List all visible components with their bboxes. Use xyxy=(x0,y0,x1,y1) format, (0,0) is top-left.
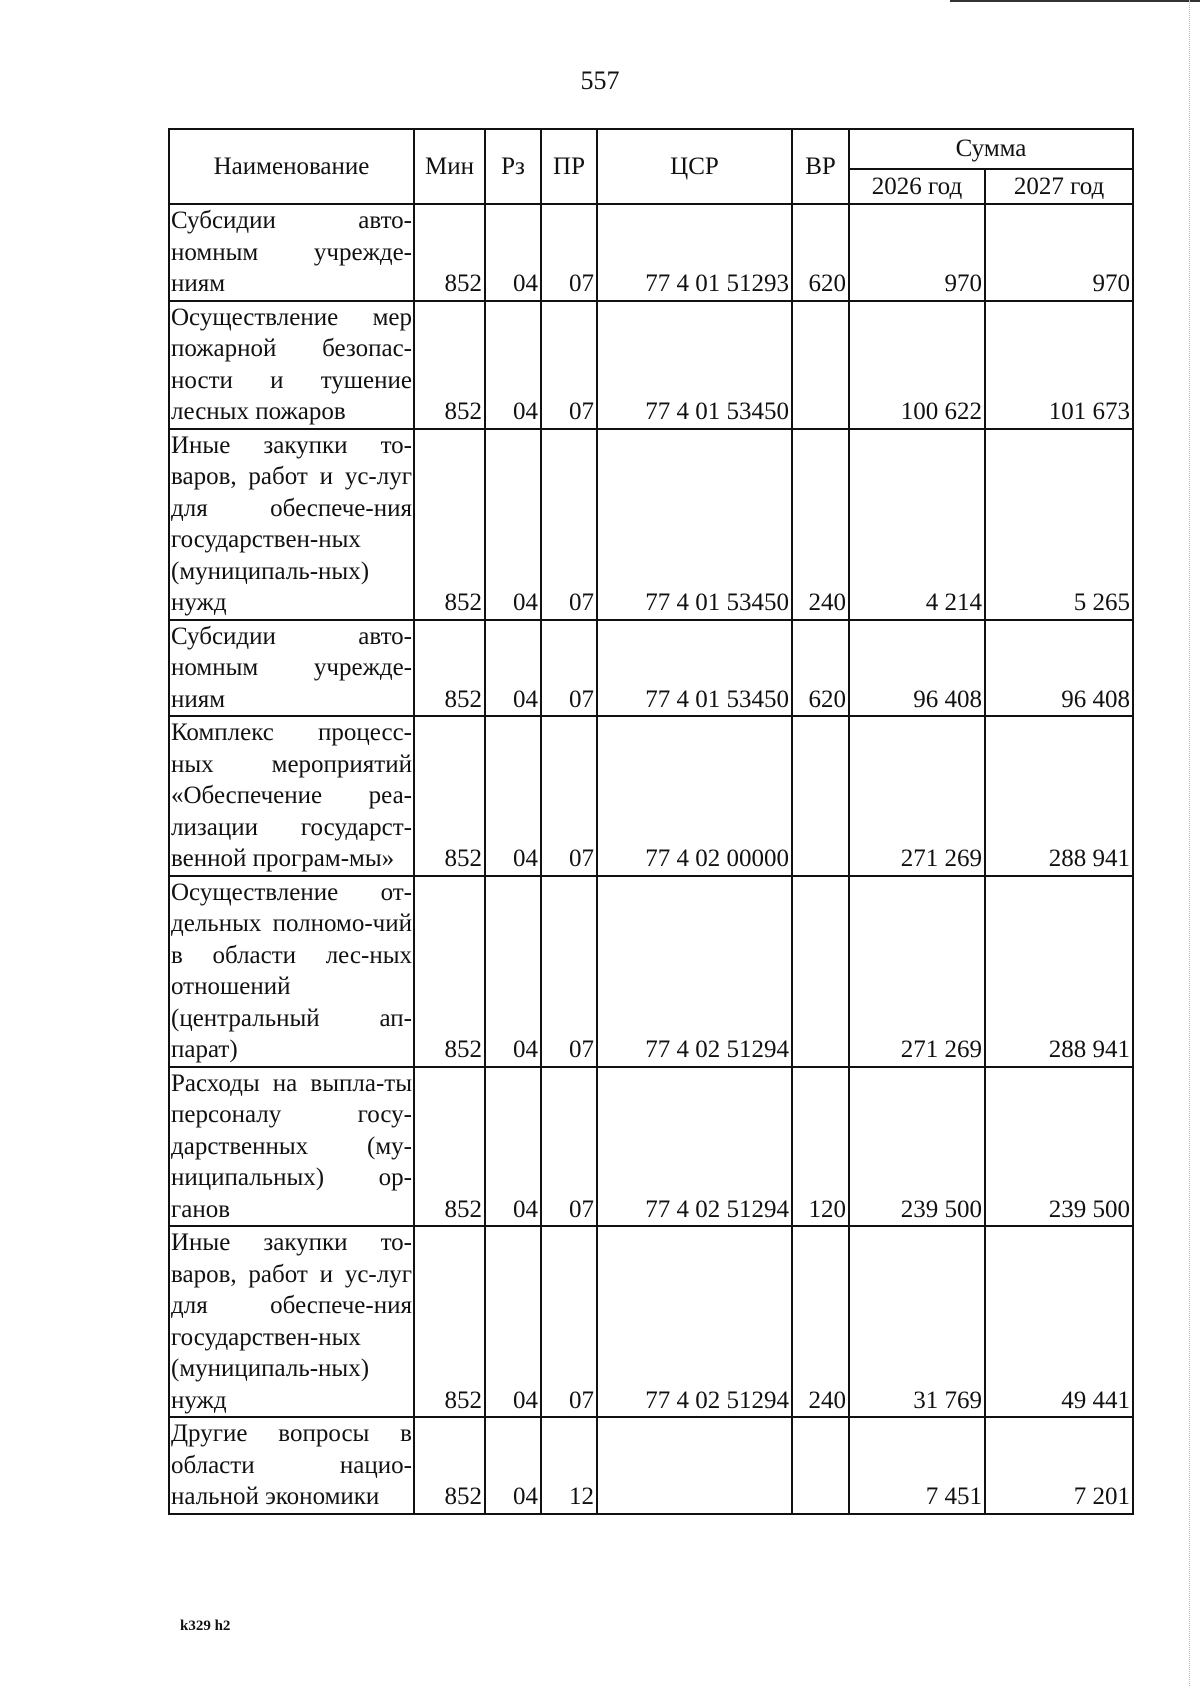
cell-csr: 77 4 02 00000 xyxy=(597,716,792,876)
cell-rz: 04 xyxy=(485,301,541,429)
cell-pr: 07 xyxy=(541,301,597,429)
header-sum: Сумма xyxy=(849,129,1133,169)
budget-table xyxy=(168,128,1134,1515)
cell-name: Расходы на выпла-ты персоналу госу-дарственных (му-ниципальных) ор-ганов xyxy=(169,1067,414,1227)
cell-vr: 240 xyxy=(792,1226,849,1417)
cell-sum-2027: 970 xyxy=(985,204,1133,301)
cell-rz: 04 xyxy=(485,716,541,876)
cell-rz: 04 xyxy=(485,620,541,717)
cell-csr: 77 4 01 51293 xyxy=(597,204,792,301)
cell-sum-2026: 96 408 xyxy=(849,620,985,717)
cell-sum-2026: 100 622 xyxy=(849,301,985,429)
cell-pr: 07 xyxy=(541,1226,597,1417)
header-pr: ПР xyxy=(541,129,597,204)
header-vr: ВР xyxy=(792,129,849,204)
cell-sum-2026: 31 769 xyxy=(849,1226,985,1417)
cell-sum-2027: 288 941 xyxy=(985,716,1133,876)
cell-vr xyxy=(792,1417,849,1514)
cell-sum-2027: 96 408 xyxy=(985,620,1133,717)
cell-vr: 620 xyxy=(792,620,849,717)
cell-name: Субсидии авто-номным учрежде-ниям xyxy=(169,204,414,301)
table-row xyxy=(169,620,1133,717)
table-header xyxy=(169,129,1133,204)
cell-rz: 04 xyxy=(485,1417,541,1514)
cell-pr: 07 xyxy=(541,876,597,1067)
cell-sum-2027: 5 265 xyxy=(985,429,1133,620)
cell-pr: 12 xyxy=(541,1417,597,1514)
table-row xyxy=(169,1417,1133,1514)
cell-name: Осуществление от-дельных полномо-чий в области лес-ных отношений (центральный ап-парат) xyxy=(169,876,414,1067)
cell-pr: 07 xyxy=(541,204,597,301)
header-rz: Рз xyxy=(485,129,541,204)
cell-vr: 120 xyxy=(792,1067,849,1227)
cell-csr: 77 4 02 51294 xyxy=(597,1067,792,1227)
table-row xyxy=(169,876,1133,1067)
cell-name: Осуществление мер пожарной безопас-ности и тушение лесных пожаров xyxy=(169,301,414,429)
cell-sum-2026: 271 269 xyxy=(849,716,985,876)
cell-pr: 07 xyxy=(541,429,597,620)
header-csr: ЦСР xyxy=(597,129,792,204)
cell-min: 852 xyxy=(414,429,485,620)
cell-vr: 240 xyxy=(792,429,849,620)
cell-csr: 77 4 02 51294 xyxy=(597,1226,792,1417)
cell-sum-2027: 7 201 xyxy=(985,1417,1133,1514)
cell-rz: 04 xyxy=(485,876,541,1067)
table-row xyxy=(169,301,1133,429)
cell-min: 852 xyxy=(414,301,485,429)
header-min: Мин xyxy=(414,129,485,204)
cell-sum-2026: 239 500 xyxy=(849,1067,985,1227)
cell-rz: 04 xyxy=(485,429,541,620)
table-row xyxy=(169,1226,1133,1417)
page-number: 557 xyxy=(580,66,620,95)
cell-min: 852 xyxy=(414,1067,485,1227)
cell-sum-2026: 970 xyxy=(849,204,985,301)
cell-name: Комплекс процесс-ных мероприятий «Обеспечение реа-лизации государст-венной програм-мы» xyxy=(169,716,414,876)
cell-pr: 07 xyxy=(541,620,597,717)
cell-vr xyxy=(792,716,849,876)
cell-csr: 77 4 01 53450 xyxy=(597,429,792,620)
cell-vr: 620 xyxy=(792,204,849,301)
cell-sum-2026: 7 451 xyxy=(849,1417,985,1514)
cell-rz: 04 xyxy=(485,1067,541,1227)
cell-name: Иные закупки то-варов, работ и ус-луг для обеспече-ния государствен-ных (муниципаль-ных) нужд xyxy=(169,429,414,620)
cell-name: Субсидии авто-номным учрежде-ниям xyxy=(169,620,414,717)
cell-min: 852 xyxy=(414,620,485,717)
cell-pr: 07 xyxy=(541,1067,597,1227)
table-row xyxy=(169,716,1133,876)
cell-sum-2026: 4 214 xyxy=(849,429,985,620)
cell-sum-2026: 271 269 xyxy=(849,876,985,1067)
table-row xyxy=(169,1067,1133,1227)
scan-edge-top xyxy=(950,0,1200,2)
cell-csr xyxy=(597,1417,792,1514)
header-name: Наименование xyxy=(169,129,414,204)
cell-sum-2027: 288 941 xyxy=(985,876,1133,1067)
cell-min: 852 xyxy=(414,204,485,301)
cell-csr: 77 4 01 53450 xyxy=(597,301,792,429)
cell-rz: 04 xyxy=(485,1226,541,1417)
table-body xyxy=(169,204,1133,1514)
cell-sum-2027: 101 673 xyxy=(985,301,1133,429)
header-year-2027: 2027 год xyxy=(985,169,1133,204)
cell-csr: 77 4 01 53450 xyxy=(597,620,792,717)
cell-rz: 04 xyxy=(485,204,541,301)
cell-csr: 77 4 02 51294 xyxy=(597,876,792,1067)
cell-sum-2027: 49 441 xyxy=(985,1226,1133,1417)
cell-min: 852 xyxy=(414,876,485,1067)
cell-pr: 07 xyxy=(541,716,597,876)
cell-min: 852 xyxy=(414,1417,485,1514)
cell-sum-2027: 239 500 xyxy=(985,1067,1133,1227)
cell-name: Иные закупки то-варов, работ и ус-луг для обеспече-ния государствен-ных (муниципаль-ных) нужд xyxy=(169,1226,414,1417)
table-row xyxy=(169,429,1133,620)
footer-code: k329 h2 xyxy=(180,1618,231,1634)
scan-edge-right xyxy=(1188,0,1190,1686)
table-row xyxy=(169,204,1133,301)
cell-min: 852 xyxy=(414,1226,485,1417)
cell-min: 852 xyxy=(414,716,485,876)
cell-vr xyxy=(792,301,849,429)
cell-vr xyxy=(792,876,849,1067)
header-year-2026: 2026 год xyxy=(849,169,985,204)
cell-name: Другие вопросы в области нацио-нальной экономики xyxy=(169,1417,414,1514)
